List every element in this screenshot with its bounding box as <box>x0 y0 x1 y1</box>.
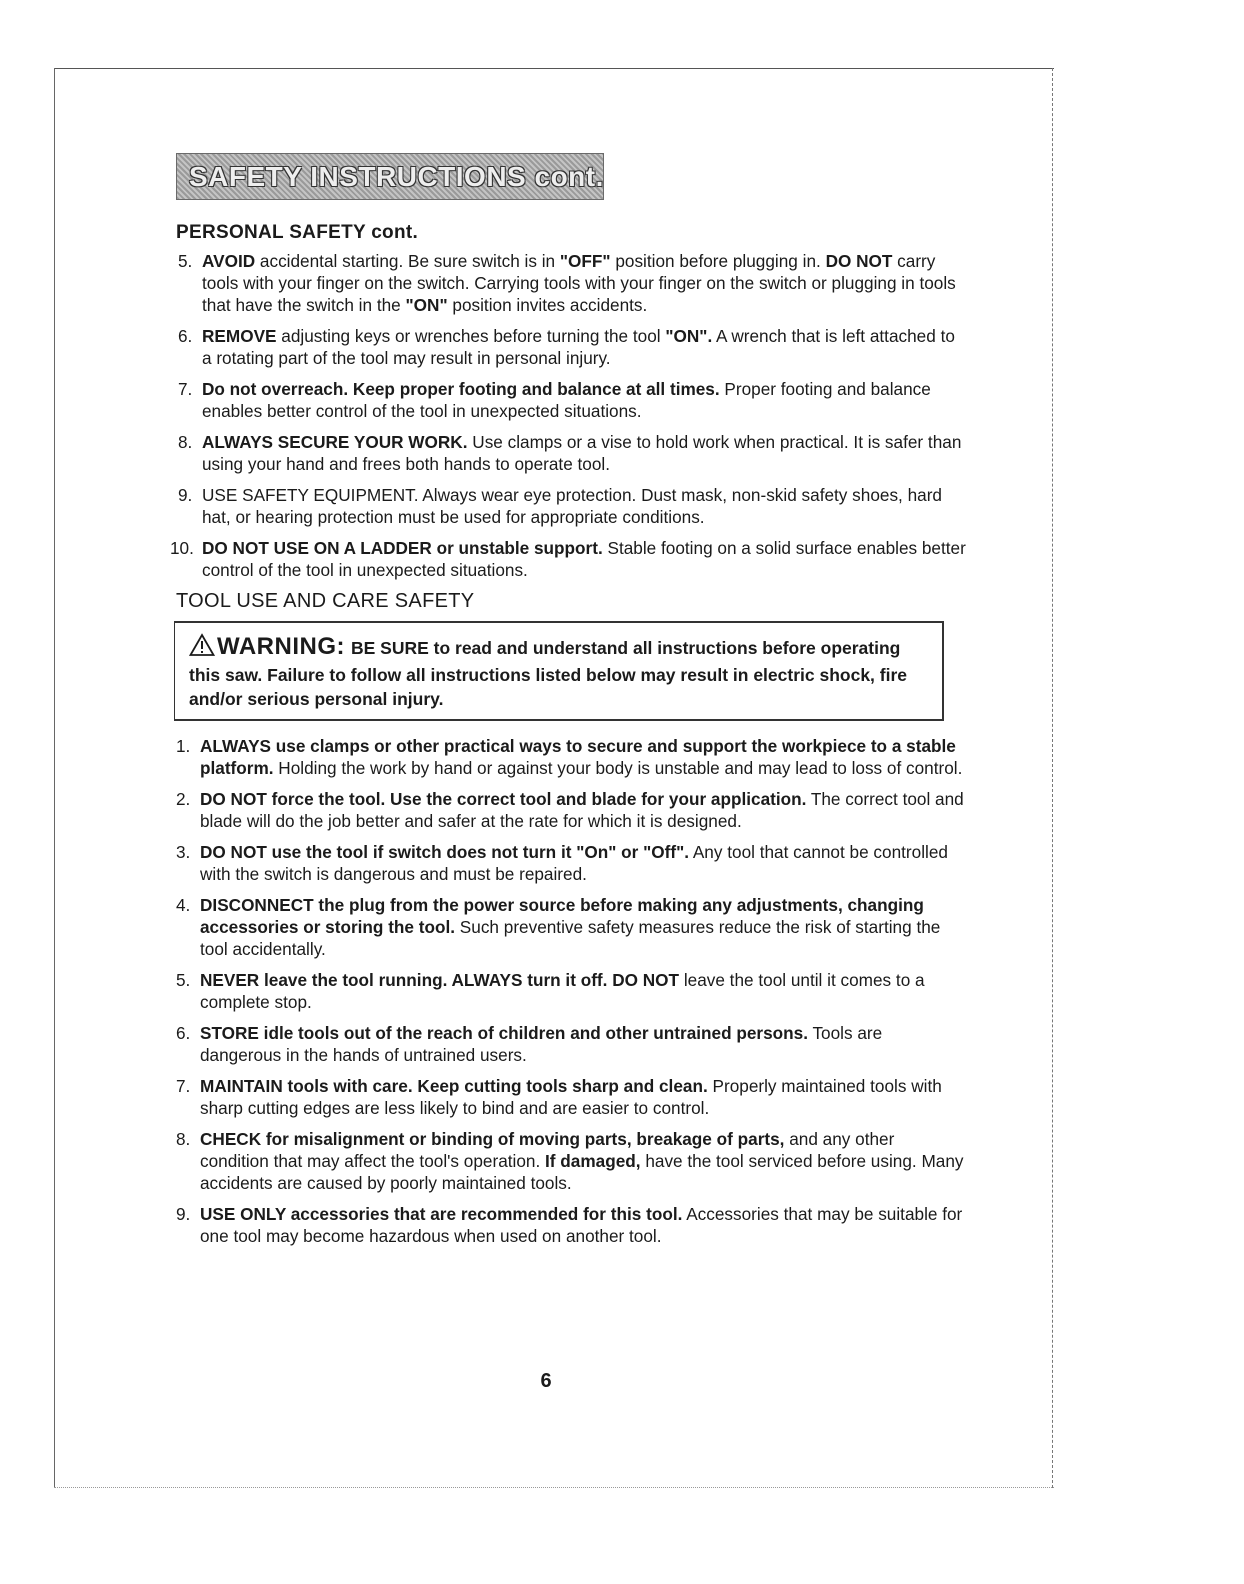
item-number: 5. <box>178 251 193 271</box>
item-bold: DISCONNECT the plug from the power source before making any adjustments, changing accessories or storing the tool. <box>200 895 924 937</box>
item-number: 9. <box>178 485 193 505</box>
item-number: 5. <box>176 970 191 990</box>
item-text: Stable footing on a solid surface enables better control of the tool in unexpected situations. <box>202 538 966 580</box>
item-bold: If damaged, <box>545 1151 641 1171</box>
item-text: Holding the work by hand or against your body is unstable and may lead to loss of control. <box>273 758 963 778</box>
item-number: 7. <box>176 1076 191 1096</box>
item-text: position invites accidents. <box>447 295 648 315</box>
item-text: position before plugging in. <box>610 251 826 271</box>
item-text: and any other condition that may affect the tool's operation. <box>200 1129 895 1171</box>
item-bold: "ON" <box>405 295 448 315</box>
item-text: Such preventive safety measures reduce the risk of starting the tool accidentally. <box>200 917 941 959</box>
item-bold: "ON". <box>665 326 713 346</box>
item-text: The correct tool and blade will do the job better and safer at the rate for which it is designed. <box>200 789 964 831</box>
item-bold: NEVER leave the tool running. ALWAYS turn it off. DO NOT <box>200 970 680 990</box>
list-item <box>176 1203 966 1247</box>
item-bold: DO NOT force the tool. Use the correct tool and blade for your application. <box>200 789 807 809</box>
main-content <box>170 222 966 1256</box>
item-text: A wrench that is left attached to a rotating part of the tool may result in personal injury. <box>202 326 955 368</box>
item-bold: DO NOT USE ON A LADDER or unstable support. <box>202 538 603 558</box>
item-number: 2. <box>176 789 191 809</box>
list-item <box>176 969 966 1013</box>
page-frame-right <box>1052 68 1053 1488</box>
list-item <box>176 325 966 369</box>
item-number: 4. <box>176 895 191 915</box>
item-bold: DO NOT <box>825 251 893 271</box>
warning-text <box>189 633 930 711</box>
item-text: carry tools with your finger on the switch. Carrying tools with your finger on the switch or plugging in tools that have the switch in the <box>202 251 956 315</box>
list-item <box>176 735 966 779</box>
item-bold: MAINTAIN tools with care. Keep cutting tools sharp and clean. <box>200 1076 708 1096</box>
item-number: 9. <box>176 1204 191 1224</box>
item-number: 8. <box>178 432 193 452</box>
item-number: 1. <box>176 736 191 756</box>
item-bold: USE ONLY accessories that are recommended for this tool. <box>200 1204 683 1224</box>
warning-body: BE SURE to read and understand all instructions before operating this saw. Failure to follow all instructions listed below may result in electric shock, fire and/or serious personal injury. <box>189 638 908 709</box>
item-bold: DO NOT use the tool if switch does not turn it "On" or "Off". <box>200 842 690 862</box>
page-number: 6 <box>540 1370 552 1392</box>
list-item <box>176 1022 966 1066</box>
list-item <box>176 1075 966 1119</box>
item-bold: REMOVE <box>202 326 277 346</box>
item-text: leave the tool until it comes to a complete stop. <box>200 970 925 1012</box>
list-item <box>176 1128 966 1194</box>
list-item <box>176 378 966 422</box>
tool-use-heading: TOOL USE AND CARE SAFETY <box>176 590 475 612</box>
item-text: Tools are dangerous in the hands of untrained users. <box>200 1023 883 1065</box>
warning-box <box>174 621 944 721</box>
section-banner <box>176 153 604 200</box>
warning-title: WARNING: <box>217 633 345 660</box>
list-item <box>176 484 966 528</box>
banner-title: SAFETY INSTRUCTIONS cont. <box>189 160 604 192</box>
warning-triangle-icon <box>189 633 215 663</box>
item-text: Use clamps or a vise to hold work when practical. It is safer than using your hand and frees both hands to operate tool. <box>202 432 962 474</box>
item-bold: AVOID <box>202 251 256 271</box>
item-bold: ALWAYS use clamps or other practical ways to secure and support the workpiece to a stable platform. <box>200 736 956 778</box>
item-number: 8. <box>176 1129 191 1149</box>
item-text: accidental starting. Be sure switch is in <box>255 251 560 271</box>
list-item <box>176 788 966 832</box>
item-text: Proper footing and balance enables better control of the tool in unexpected situations. <box>202 379 931 421</box>
item-bold: CHECK for misalignment or binding of moving parts, breakage of parts, <box>200 1129 785 1149</box>
item-bold: ALWAYS SECURE YOUR WORK. <box>202 432 468 452</box>
item-bold: "OFF" <box>559 251 611 271</box>
item-number: 6. <box>176 1023 191 1043</box>
item-text: Any tool that cannot be controlled with the switch is dangerous and must be repaired. <box>200 842 948 884</box>
list-item <box>176 250 966 316</box>
item-bold: Do not overreach. Keep proper footing and balance at all times. <box>202 379 720 399</box>
page-frame-left <box>54 68 55 1488</box>
item-text: have the tool serviced before using. Many accidents are caused by poorly maintained tools. <box>200 1151 964 1193</box>
item-text: Accessories that may be suitable for one tool may become hazardous when used on another tool. <box>200 1204 963 1246</box>
personal-safety-heading: PERSONAL SAFETY cont. <box>176 222 419 243</box>
list-item <box>170 537 966 581</box>
item-text: adjusting keys or wrenches before turning the tool <box>276 326 666 346</box>
list-item <box>176 841 966 885</box>
item-text: USE SAFETY EQUIPMENT. Always wear eye protection. Dust mask, non-skid safety shoes, hard hat, or hearing protection must be used for appropriate conditions. <box>202 485 942 527</box>
page-frame-top <box>54 68 1054 69</box>
page-frame-bottom <box>54 1487 1054 1488</box>
item-number: 6. <box>178 326 193 346</box>
item-bold: STORE idle tools out of the reach of children and other untrained persons. <box>200 1023 808 1043</box>
item-text: Properly maintained tools with sharp cutting edges are less likely to bind and are easier to control. <box>200 1076 942 1118</box>
list-item <box>176 894 966 960</box>
item-number: 10. <box>170 538 194 558</box>
list-item <box>176 431 966 475</box>
item-number: 7. <box>178 379 193 399</box>
item-number: 3. <box>176 842 191 862</box>
